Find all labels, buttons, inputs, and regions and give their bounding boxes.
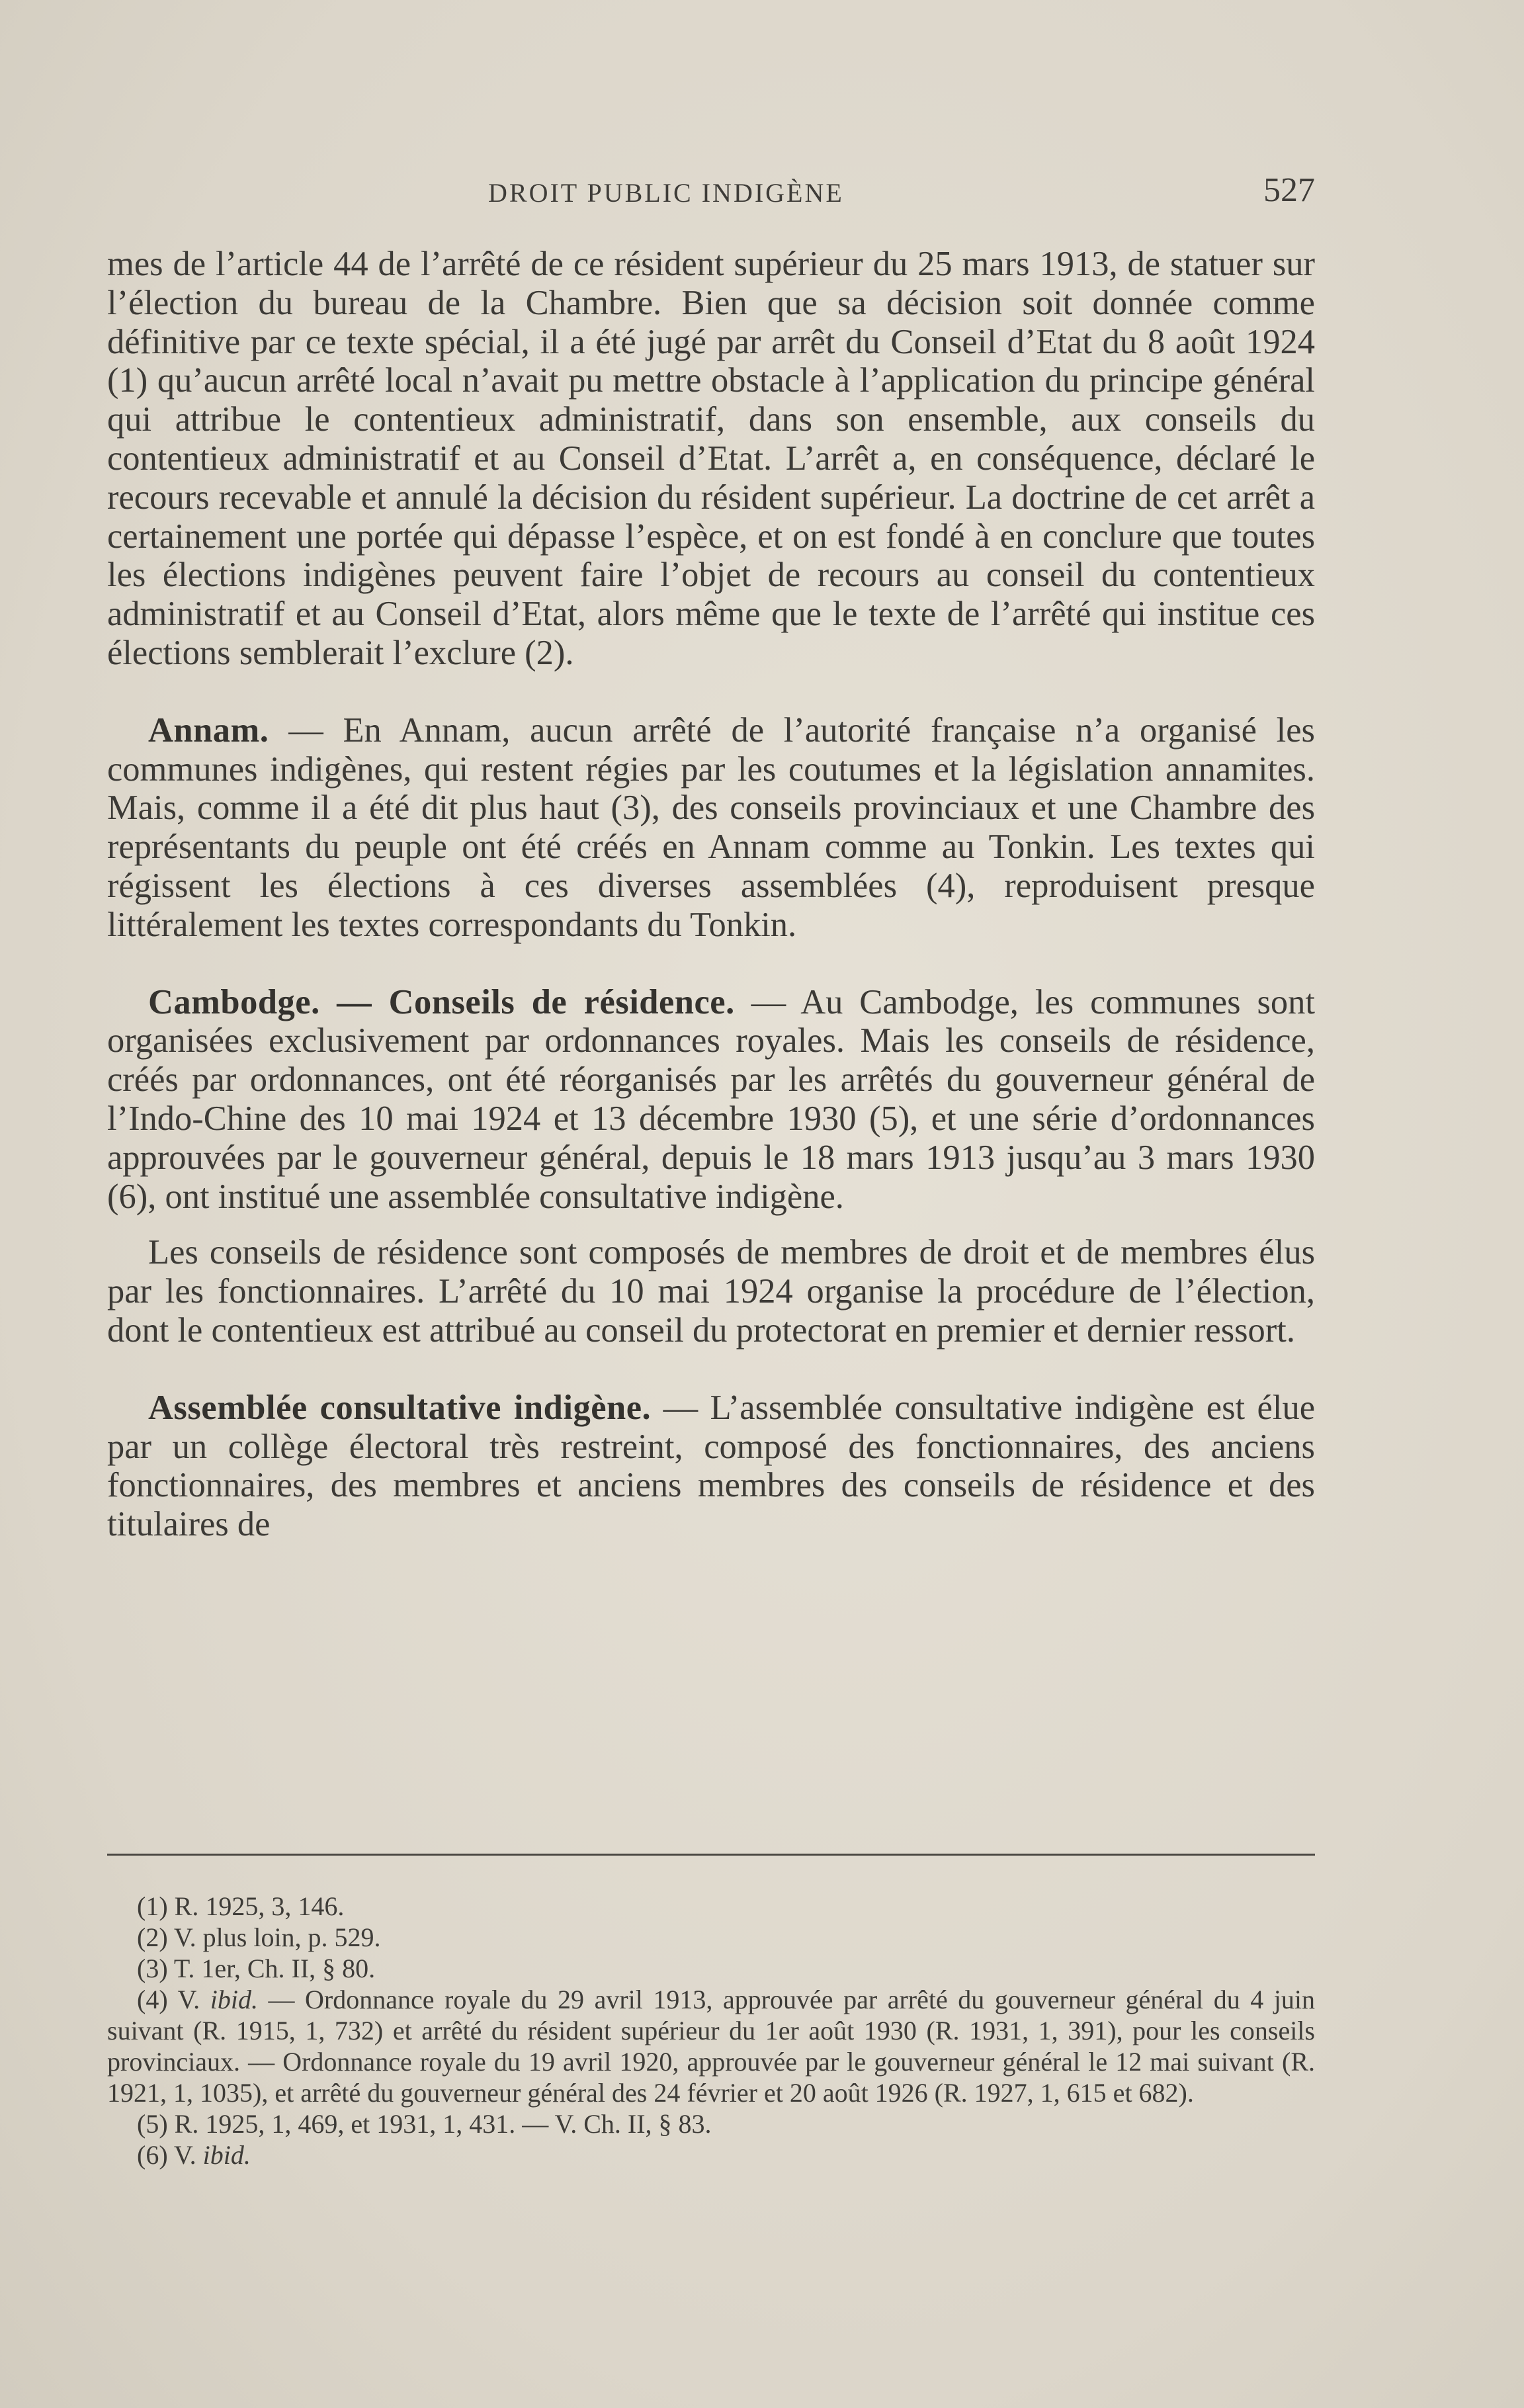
paragraph-cambodge-text: — Au Cambodge, les communes sont organisées exclusivement par ordonnances royales. Mais les conseils de résidence, créés par ordonnances, ont été réorganisés par les arrêtés du gouverneur général de l’Indo-Chine des 10 mai 1924 et 13 décembre 1930 (5), et une série d’ordonnances approuvées par le gouverneur général, depuis le 18 mars 1913 jusqu’au 3 mars 1930 (6), ont institué une assemblée consultative indigène.: [107, 982, 1315, 1216]
footnote-3: (3) T. 1er, Ch. II, § 80.: [137, 1954, 376, 1983]
paragraph-annam: [107, 711, 1315, 945]
section-title-cambodge: Cambodge. — Conseils de résidence.: [148, 982, 735, 1021]
footnote-6-prefix: (6) V.: [137, 2140, 203, 2170]
footnote-6-ibid: ibid.: [202, 2140, 251, 2170]
footnote-4-prefix: (4) V.: [137, 1985, 210, 2014]
footnote-4-ibid: ibid.: [210, 1985, 258, 2014]
paragraph-continuation: mes de l’article 44 de l’arrêté de ce résident supérieur du 25 mars 1913, de statuer sur l’élection du bureau de la Chambre. Bien que sa décision soit donnée comme définitive par ce texte spécial, il a été jugé par arrêt du Conseil d’Etat du 8 août 1924 (1) qu’aucun arrêté local n’avait pu mettre obstacle à l’application du principe général qui attribue le contentieux administratif, dans son ensemble, aux conseils du contentieux administratif et au Conseil d’Etat. L’arrêt a, en conséquence, déclaré le recours recevable et annulé la décision du résident supérieur. La doctrine de cet arrêt a certainement une portée qui dépasse l’espèce, et on est fondé à en conclure que toutes les élections indigènes peuvent faire l’objet de recours au conseil du contentieux administratif et au Conseil d’Etat, alors même que le texte de l’arrêté qui institue ces élections semblerait l’exclure (2).: [107, 245, 1315, 672]
footnote-divider: [107, 1854, 1315, 1856]
footnotes: [107, 1891, 1315, 2171]
footnote-2: (2) V. plus loin, p. 529.: [137, 1922, 381, 1952]
running-title: DROIT PUBLIC INDIGÈNE: [488, 178, 844, 208]
footnote-1: (1) R. 1925, 3, 146.: [137, 1891, 345, 1921]
footnote-4: [107, 1984, 1315, 2108]
section-title-assemblee: Assemblée consultative indigène.: [148, 1388, 652, 1427]
footnote-6: [107, 2139, 1315, 2171]
page-number: 527: [1263, 171, 1315, 209]
body-text: [107, 245, 1315, 1544]
paragraph-assemblee: [107, 1389, 1315, 1544]
section-title-annam: Annam.: [148, 710, 269, 750]
paragraph-conseils-residence: Les conseils de résidence sont composés de membres de droit et de membres élus par les fonctionnaires. L’arrêté du 10 mai 1924 organise la procédure de l’élection, dont le contentieux est attribué au conseil du protectorat en premier et dernier ressort.: [107, 1233, 1315, 1350]
paragraph-cambodge: [107, 983, 1315, 1217]
footnote-5: (5) R. 1925, 1, 469, et 1931, 1, 431. — V. Ch. II, § 83.: [137, 2109, 712, 2139]
page-header: [107, 171, 1315, 217]
paragraph-annam-text: — En Annam, aucun arrêté de l’autorité française n’a organisé les communes indigènes, qui restent régies par les coutumes et la législation annamites. Mais, comme il a été dit plus haut (3), des conseils provinciaux et une Chambre des représentants du peuple ont été créés en Annam comme au Tonkin. Les textes qui régissent les élections à ces diverses assemblées (4), reproduisent presque littéralement les textes correspondants du Tonkin.: [107, 710, 1315, 944]
paragraph-assemblee-text: — L’assemblée consultative indigène est élue par un collège électoral très restreint, composé des fonctionnaires, des anciens fonctionnaires, des membres et anciens membres des conseils de résidence et des titulaires de: [107, 1388, 1315, 1544]
footnote-4-text: — Ordonnance royale du 29 avril 1913, approuvée par arrêté du gouverneur général du 4 juin suivant (R. 1915, 1, 732) et arrêté du résident supérieur du 1er août 1930 (R. 1931, 1, 391), pour les conseils provinciaux. — Ordonnance royale du 19 avril 1920, approuvée par le gouverneur général le 12 mai suivant (R. 1921, 1, 1035), et arrêté du gouverneur général des 24 février et 20 août 1926 (R. 1927, 1, 615 et 682).: [107, 1985, 1316, 2108]
